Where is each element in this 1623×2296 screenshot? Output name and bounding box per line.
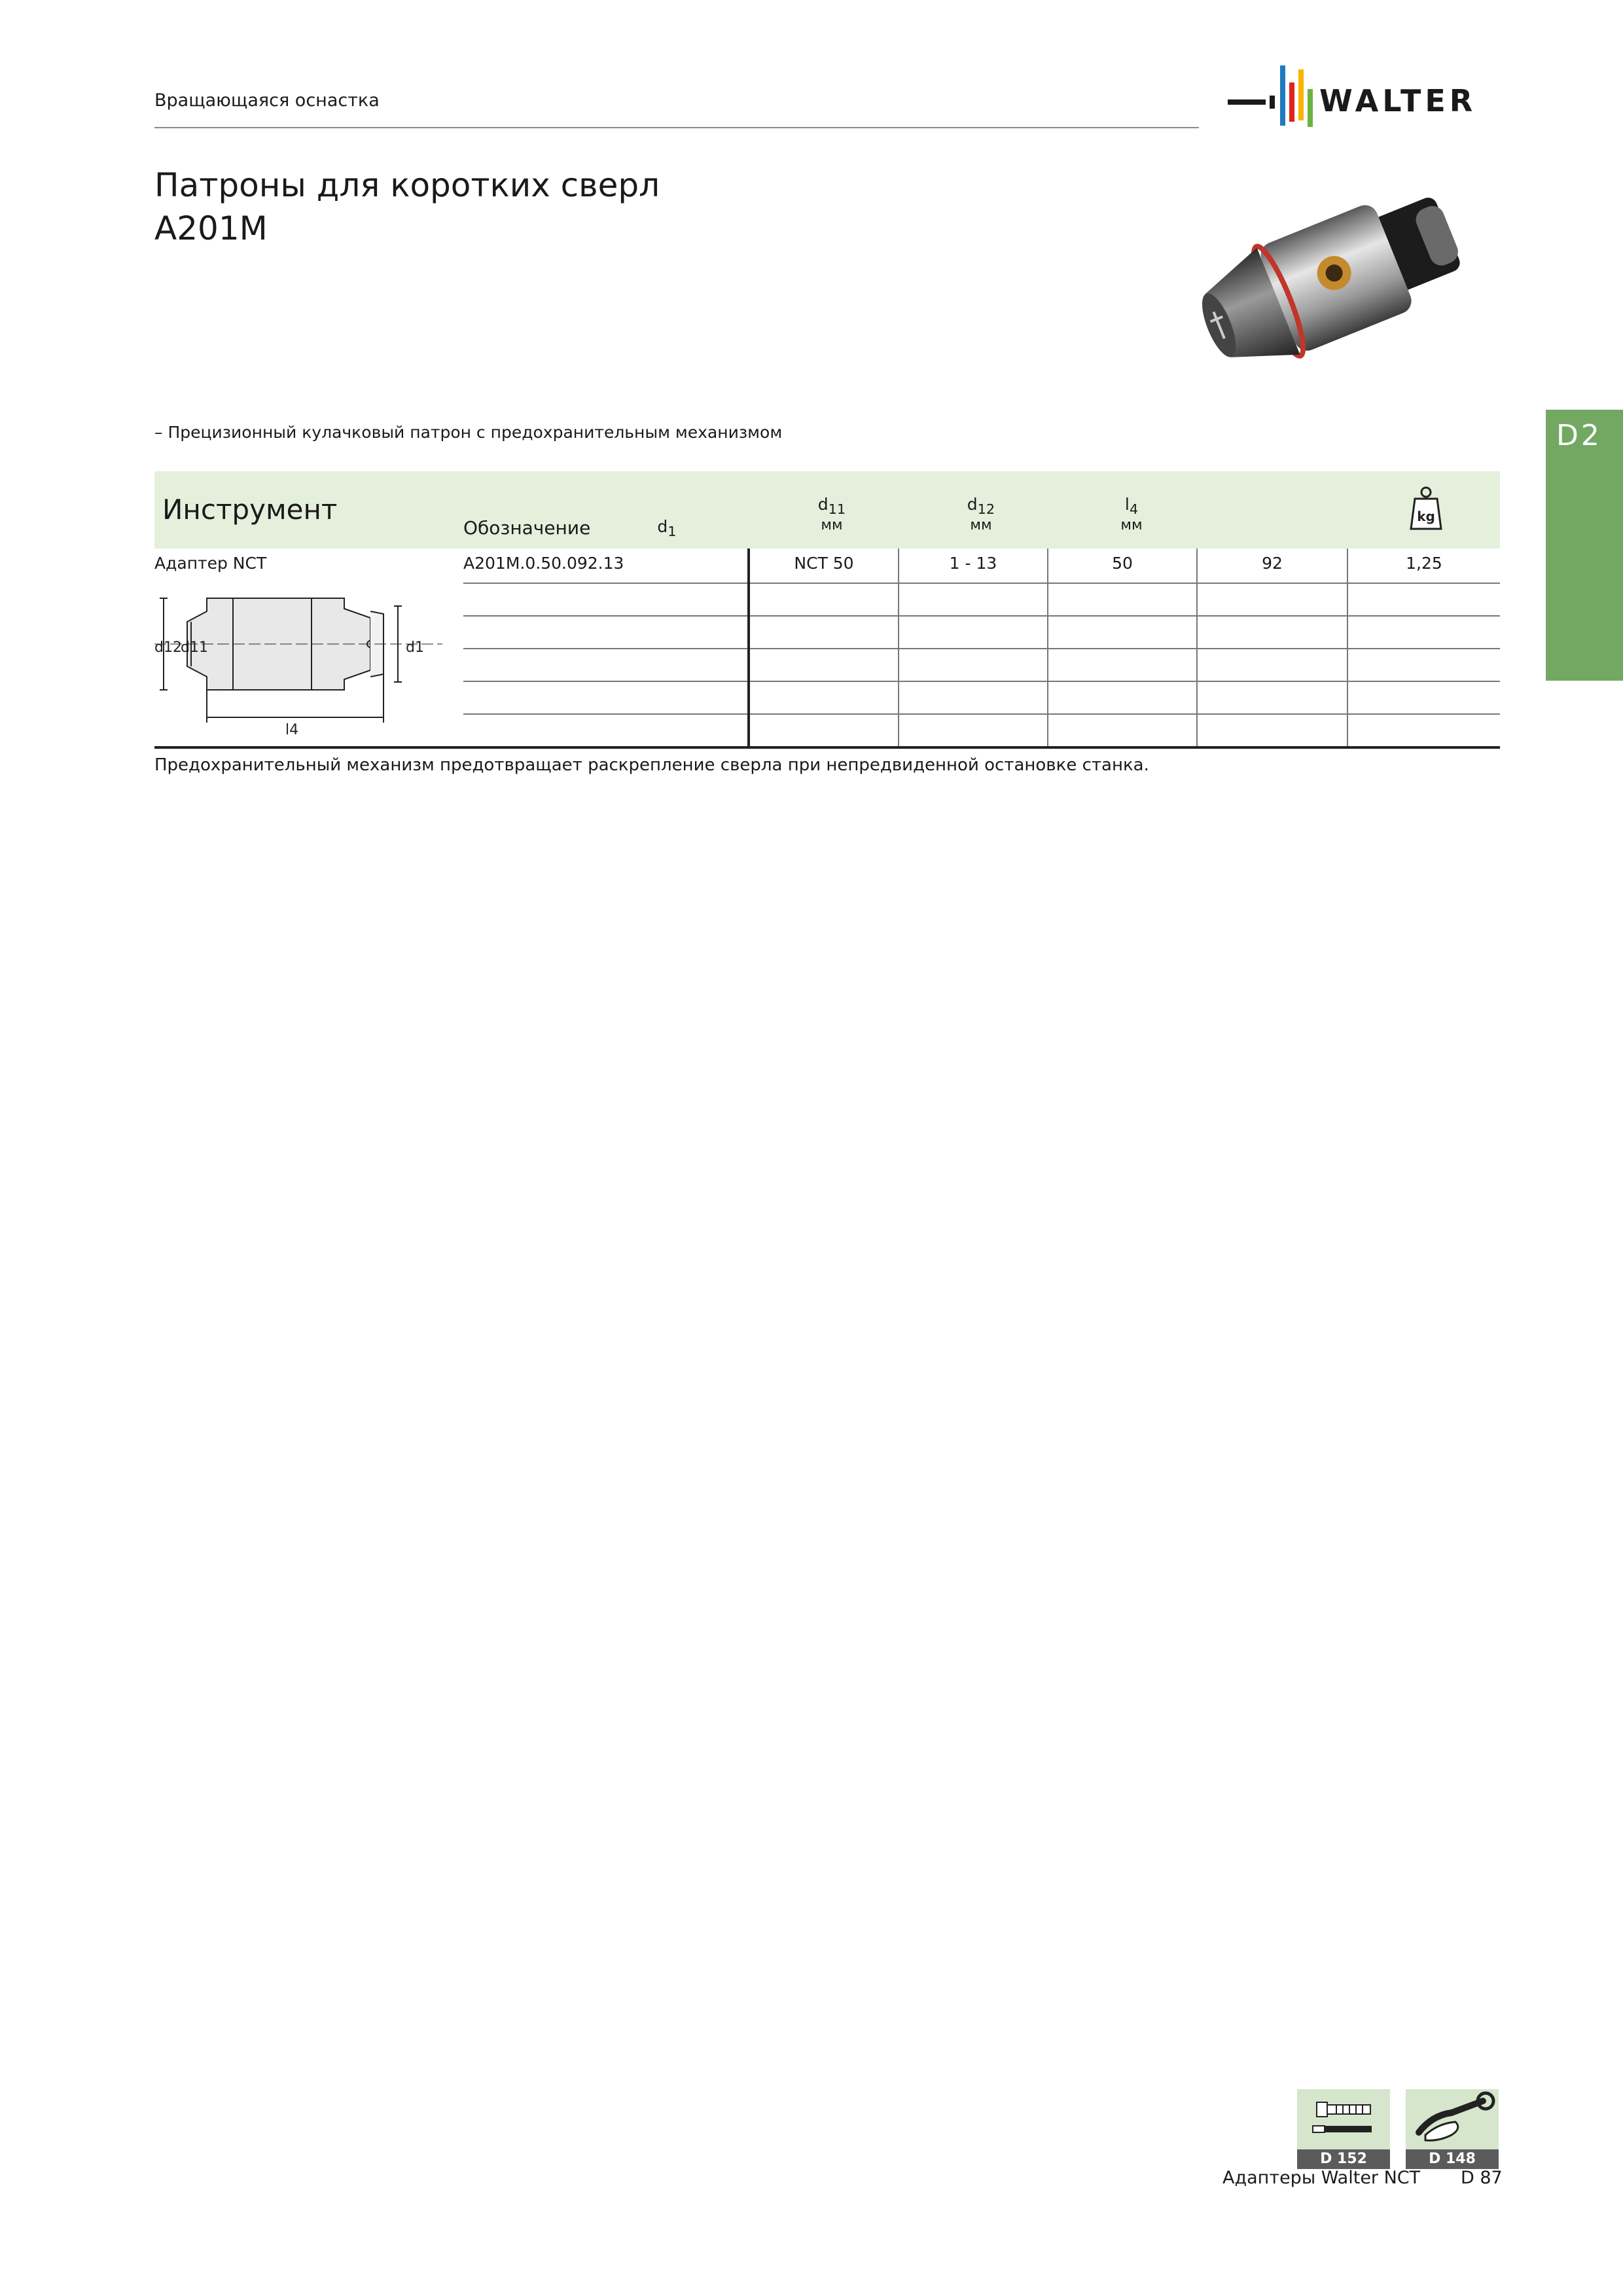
chapter-tab-label: D2 [1556,419,1602,452]
header-divider [154,127,1199,128]
table-section-label: Инструмент [162,493,338,526]
table-note: Предохранительный механизм предотвращает раскрепление сверла при непредвиденной остановке станка. [154,755,1149,775]
cell-d12: 50 [1112,554,1133,573]
drawing-label-d1: d1 [406,639,424,656]
cell-weight: 1,25 [1406,554,1442,573]
ref-label-d148: D 148 [1406,2149,1499,2169]
row-label: Адаптер NCT [154,554,267,573]
table-header [154,471,1500,548]
dimension-drawing [154,592,442,742]
drawing-label-l4: l4 [285,722,299,738]
wrench-hand-icon [1406,2089,1499,2149]
product-photo [1171,158,1512,407]
ref-d148[interactable] [1406,2089,1499,2169]
table-body [154,548,1500,749]
table-bottom-rule [154,746,1500,749]
walter-logo [1228,63,1501,132]
title-line-1: Патроны для коротких сверл [154,166,660,204]
ref-d152[interactable] [1297,2089,1390,2169]
col-header-d1: $d_1$ [657,517,677,539]
cell-d1: NCT 50 [794,554,854,573]
title-line-2: A201M [154,209,268,247]
cell-l4: 92 [1262,554,1283,573]
cell-designation: A201M.0.50.092.13 [463,554,624,573]
weight-icon [1408,486,1444,531]
screw-icon [1297,2089,1390,2149]
logo-text: WALTER [1319,83,1477,118]
drawing-label-d12: d12 [154,639,182,656]
feature-bullet: – Прецизионный кулачковый патрон с предохранительным механизмом [154,423,783,442]
chapter-tab[interactable] [1546,410,1623,681]
section-title: Вращающаяся оснастка [154,90,380,111]
col-header-d12: $d_{12}$ мм [967,495,995,533]
ref-label-d152: D 152 [1297,2149,1390,2169]
page-title [154,164,660,250]
page-number: D 87 [1461,2168,1503,2188]
col-header-d11: $d_{11}$ мм [817,495,846,533]
designation-header: Обозначение [463,517,591,539]
col-header-l4: $l_4$ мм [1120,495,1143,533]
drawing-label-d11: d11 [181,639,208,656]
cell-d11: 1 - 13 [949,554,997,573]
footer-chapter: Адаптеры Walter NCT [1222,2168,1421,2188]
weight-icon-label: kg [1417,509,1435,524]
